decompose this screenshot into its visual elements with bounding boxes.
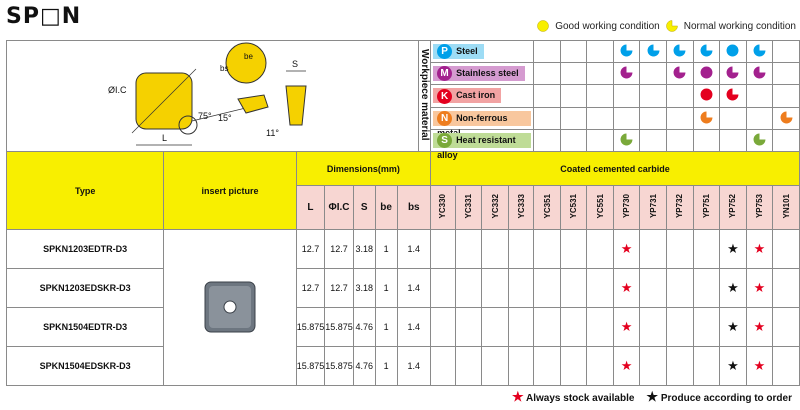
material-mark xyxy=(613,107,640,129)
dim-cell: 15.875 xyxy=(296,308,325,347)
red-star-icon: ★ xyxy=(511,389,524,404)
stock-mark xyxy=(773,308,800,347)
dim-cell: 3.18 xyxy=(353,230,375,269)
grade-header: YP751 xyxy=(693,186,720,230)
dim-col-header: L xyxy=(296,186,325,230)
stock-mark xyxy=(640,230,667,269)
stock-mark xyxy=(773,347,800,386)
material-mark xyxy=(773,85,800,107)
material-mark xyxy=(613,63,640,85)
red-star-icon: ★ xyxy=(620,319,633,334)
stock-mark xyxy=(720,308,747,347)
material-mark xyxy=(640,129,667,151)
insert-photo xyxy=(202,279,258,335)
stock-mark xyxy=(613,230,640,269)
dim-cell: 15.875 xyxy=(296,347,325,386)
dim-cell: 12.7 xyxy=(325,269,354,308)
full-condition-icon xyxy=(726,44,739,57)
grade-header: YP753 xyxy=(746,186,773,230)
angle75-label: 75° xyxy=(197,111,212,121)
material-name: Heat resistant alloy xyxy=(437,134,516,160)
partial-condition-icon xyxy=(673,66,686,79)
full-condition-icon xyxy=(700,88,713,101)
footer-produce-label: Produce according to order xyxy=(660,393,792,404)
table-row xyxy=(7,269,800,308)
dim-col-header: bs xyxy=(397,186,431,230)
table-row xyxy=(7,347,800,386)
insert-drawing xyxy=(7,41,419,152)
stock-mark xyxy=(720,230,747,269)
stock-mark xyxy=(746,347,773,386)
partial-condition-icon xyxy=(620,133,633,146)
partial-condition-icon xyxy=(620,44,633,57)
material-mark xyxy=(666,129,693,151)
material-mark xyxy=(666,107,693,129)
material-mark xyxy=(666,63,693,85)
dim-cell: 1.4 xyxy=(397,230,431,269)
material-mark xyxy=(640,41,667,63)
material-mark xyxy=(666,41,693,63)
material-S xyxy=(431,129,534,160)
footer-always xyxy=(512,389,634,405)
material-mark xyxy=(613,85,640,107)
partial-condition-icon xyxy=(700,44,713,57)
legend-good-label: Good working condition xyxy=(555,20,660,32)
dim-cell: 1 xyxy=(375,347,397,386)
grade-header: YC331 xyxy=(455,186,482,230)
material-K xyxy=(431,85,534,107)
red-star-icon: ★ xyxy=(620,358,633,373)
partial-condition-icon xyxy=(726,88,739,101)
stock-mark xyxy=(746,230,773,269)
dim-col-header: ΦI.C xyxy=(325,186,354,230)
material-mark xyxy=(746,129,773,151)
material-mark xyxy=(746,85,773,107)
s-label: S xyxy=(291,59,298,69)
grade-header: YP752 xyxy=(720,186,747,230)
stock-mark xyxy=(666,269,693,308)
spec-table xyxy=(6,40,800,386)
material-row xyxy=(7,41,800,63)
stock-mark xyxy=(666,347,693,386)
grade-header: YP732 xyxy=(666,186,693,230)
dim-cell: 1.4 xyxy=(397,347,431,386)
stock-mark xyxy=(693,308,720,347)
dim-cell: 12.7 xyxy=(325,230,354,269)
full-condition-icon xyxy=(700,66,713,79)
type-header: Type xyxy=(7,152,164,230)
black-star-icon: ★ xyxy=(727,319,739,334)
partial-condition-icon xyxy=(673,44,686,57)
material-mark xyxy=(773,107,800,129)
material-mark xyxy=(773,63,800,85)
partial-condition-icon xyxy=(647,44,660,57)
grade-header: YC551 xyxy=(587,186,613,230)
stock-mark xyxy=(693,347,720,386)
material-mark xyxy=(746,107,773,129)
partial-condition-icon xyxy=(753,66,766,79)
red-star-icon: ★ xyxy=(620,241,633,256)
dim-cell: 12.7 xyxy=(296,230,325,269)
red-star-icon: ★ xyxy=(753,280,766,295)
stock-mark xyxy=(746,269,773,308)
partial-condition-icon xyxy=(753,44,766,57)
table-row xyxy=(7,230,800,269)
material-badge: N xyxy=(437,111,452,126)
black-star-icon: ★ xyxy=(646,389,659,404)
grade-header: YN101 xyxy=(773,186,800,230)
angle11-label: 11° xyxy=(265,128,279,138)
partial-condition-icon xyxy=(726,66,739,79)
material-mark xyxy=(666,85,693,107)
grade-header: YC330 xyxy=(431,186,456,230)
grade-header: YC332 xyxy=(482,186,509,230)
red-star-icon: ★ xyxy=(753,319,766,334)
material-mark xyxy=(720,107,747,129)
material-P xyxy=(431,41,534,63)
good-condition-icon xyxy=(537,20,549,32)
stock-mark xyxy=(746,308,773,347)
material-badge: P xyxy=(437,44,452,59)
insert-geometry-diagram xyxy=(68,41,358,149)
insert-picture-cell xyxy=(164,230,296,386)
be-label: be xyxy=(243,52,253,61)
stock-mark xyxy=(720,347,747,386)
material-mark xyxy=(640,63,667,85)
dim-cell: 4.76 xyxy=(353,347,375,386)
grade-header: YP730 xyxy=(613,186,640,230)
partial-condition-icon xyxy=(780,111,793,124)
stock-mark xyxy=(613,347,640,386)
ic-label: ØI.C xyxy=(107,85,127,95)
grade-header: YC333 xyxy=(508,186,534,230)
red-star-icon: ★ xyxy=(753,358,766,373)
stock-mark xyxy=(773,269,800,308)
material-mark xyxy=(720,129,747,151)
material-mark xyxy=(720,85,747,107)
type-cell: SPKN1203EDSKR-D3 xyxy=(7,269,164,308)
material-name: Non-ferrous xyxy=(456,112,508,123)
dim-col-header: S xyxy=(353,186,375,230)
material-name: Cast iron xyxy=(456,90,496,101)
grade-header: YC531 xyxy=(560,186,586,230)
angle15-label: 15° xyxy=(217,113,232,123)
dim-cell: 15.875 xyxy=(325,347,354,386)
material-mark xyxy=(746,41,773,63)
material-mark xyxy=(693,85,720,107)
grade-header: YP731 xyxy=(640,186,667,230)
legend xyxy=(537,20,796,32)
type-cell: SPKN1203EDTR-D3 xyxy=(7,230,164,269)
partial-condition-icon xyxy=(700,111,713,124)
material-name: Stainless steel xyxy=(456,68,519,79)
material-mark xyxy=(640,107,667,129)
workpiece-label: Workpiece material xyxy=(419,49,431,141)
footer-always-label: Always stock available xyxy=(526,393,635,404)
dim-cell: 1 xyxy=(375,230,397,269)
dim-cell: 15.875 xyxy=(325,308,354,347)
page-title: SP□N xyxy=(6,4,82,29)
type-cell: SPKN1504EDTR-D3 xyxy=(7,308,164,347)
material-mark xyxy=(640,85,667,107)
stock-mark xyxy=(666,230,693,269)
material-mark xyxy=(773,129,800,151)
stock-mark xyxy=(640,269,667,308)
material-mark xyxy=(693,107,720,129)
stock-mark xyxy=(773,230,800,269)
dim-col-header: be xyxy=(375,186,397,230)
material-badge: K xyxy=(437,89,452,104)
grade-header: YC351 xyxy=(534,186,560,230)
material-mark xyxy=(773,41,800,63)
material-mark xyxy=(693,41,720,63)
stock-mark xyxy=(613,308,640,347)
dim-cell: 12.7 xyxy=(296,269,325,308)
material-name: Steel xyxy=(456,46,478,57)
material-mark xyxy=(613,41,640,63)
dimensions-header: Dimensions(mm) xyxy=(296,152,430,186)
partial-condition-icon xyxy=(753,133,766,146)
material-mark xyxy=(720,41,747,63)
stock-mark xyxy=(640,308,667,347)
material-mark xyxy=(720,63,747,85)
dim-cell: 1.4 xyxy=(397,269,431,308)
dim-cell: 4.76 xyxy=(353,308,375,347)
black-star-icon: ★ xyxy=(727,280,739,295)
material-M xyxy=(431,63,534,85)
footer-produce xyxy=(646,389,792,405)
dim-cell: 1.4 xyxy=(397,308,431,347)
normal-condition-icon xyxy=(666,20,678,32)
dim-cell: 1 xyxy=(375,308,397,347)
black-star-icon: ★ xyxy=(727,358,739,373)
black-star-icon: ★ xyxy=(727,241,739,256)
bs-label: bs xyxy=(219,64,228,73)
material-mark xyxy=(693,63,720,85)
dim-cell: 3.18 xyxy=(353,269,375,308)
stock-mark xyxy=(720,269,747,308)
footer xyxy=(512,389,792,405)
insert-picture-header: insert picture xyxy=(164,152,296,230)
table-row xyxy=(7,308,800,347)
legend-normal-label: Normal working condition xyxy=(683,20,796,32)
l-label: L xyxy=(161,133,167,143)
red-star-icon: ★ xyxy=(753,241,766,256)
material-mark xyxy=(693,129,720,151)
material-N xyxy=(431,107,534,129)
workpiece-label-cell xyxy=(419,41,431,152)
dim-cell: 1 xyxy=(375,269,397,308)
stock-mark xyxy=(693,269,720,308)
coated-header: Coated cemented carbide xyxy=(431,152,800,186)
stock-mark xyxy=(693,230,720,269)
stock-mark xyxy=(666,308,693,347)
partial-condition-icon xyxy=(620,66,633,79)
stock-mark xyxy=(613,269,640,308)
material-badge: M xyxy=(437,66,452,81)
type-cell: SPKN1504EDSKR-D3 xyxy=(7,347,164,386)
stock-mark xyxy=(640,347,667,386)
material-mark xyxy=(613,129,640,151)
material-badge: S xyxy=(437,133,452,148)
red-star-icon: ★ xyxy=(620,280,633,295)
material-mark xyxy=(746,63,773,85)
